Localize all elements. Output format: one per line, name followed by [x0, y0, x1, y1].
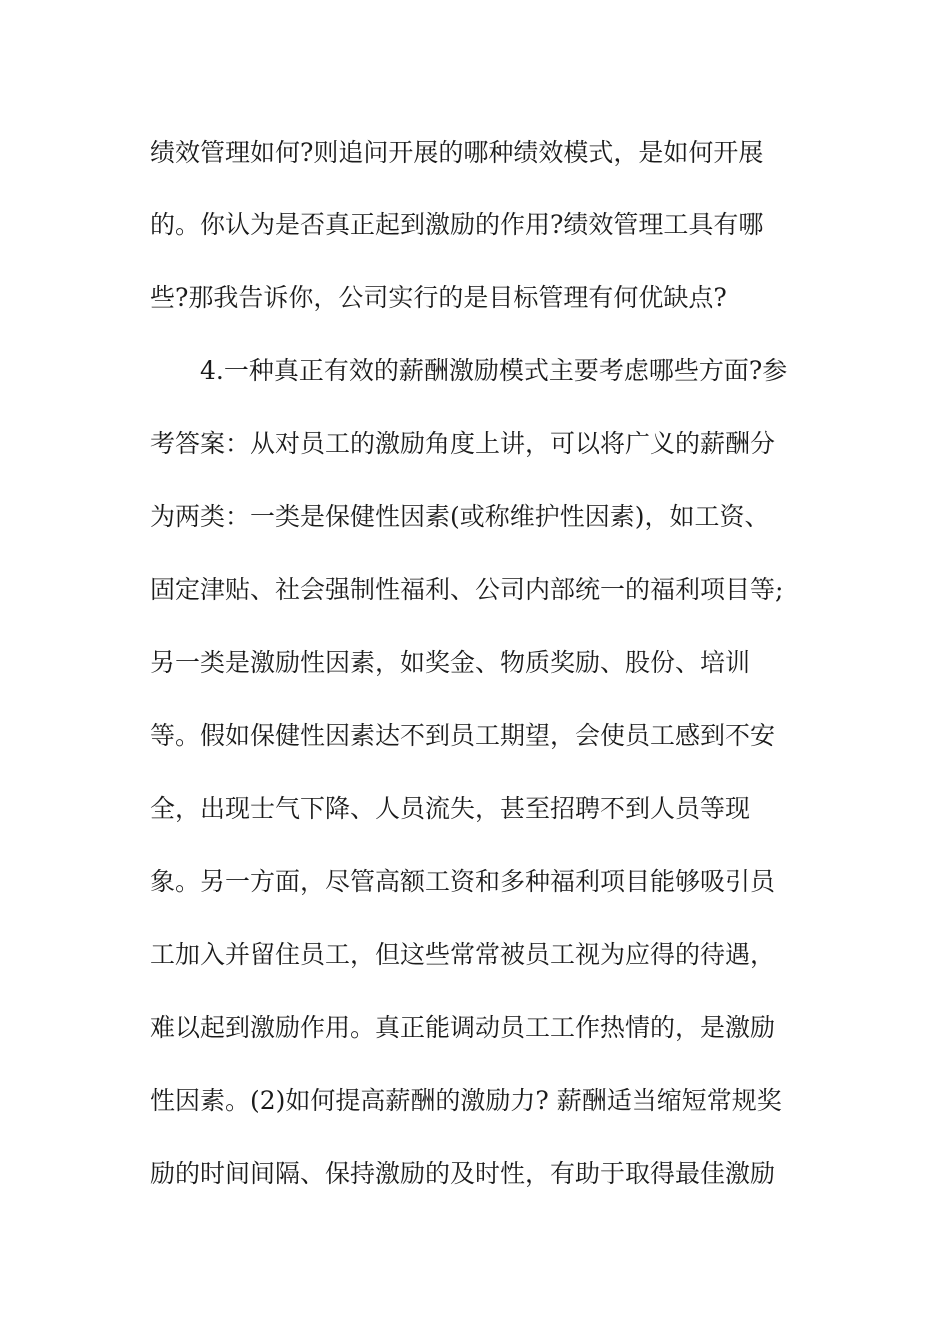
text-line-7: 固定津贴、社会强制性福利、公司内部统一的福利项目等;	[150, 575, 784, 604]
text-line-3: 些?那我告诉你，公司实行的是目标管理有何优缺点?	[150, 283, 727, 312]
text-line-15: 励的时间间隔、保持激励的及时性，有助于取得最佳激励	[150, 1159, 776, 1188]
text-line-2: 的。你认为是否真正起到激励的作用?绩效管理工具有哪	[150, 210, 764, 239]
text-line-8: 另一类是激励性因素，如奖金、物质奖励、股份、培训	[150, 648, 751, 677]
text-line-14: 性因素。(2)如何提高薪酬的激励力? 薪酬适当缩短常规奖	[150, 1086, 782, 1115]
text-line-4: 4.一种真正有效的薪酬激励模式主要考虑哪些方面?参	[200, 356, 788, 385]
text-line-12: 工加入并留住员工，但这些常常被员工视为应得的待遇，	[150, 940, 776, 969]
text-line-10: 全，出现士气下降、人员流失，甚至招聘不到人员等现	[150, 794, 751, 823]
text-line-6: 为两类：一类是保健性因素(或称维护性因素)，如工资、	[150, 502, 770, 531]
text-line-1: 绩效管理如何?则追问开展的哪种绩效模式，是如何开展	[150, 138, 764, 167]
text-line-5: 考答案：从对员工的激励角度上讲，可以将广义的薪酬分	[150, 429, 776, 458]
text-line-11: 象。另一方面，尽管高额工资和多种福利项目能够吸引员	[150, 867, 776, 896]
text-line-13: 难以起到激励作用。真正能调动员工工作热情的，是激励	[150, 1013, 776, 1042]
text-line-9: 等。假如保健性因素达不到员工期望，会使员工感到不安	[150, 721, 776, 750]
